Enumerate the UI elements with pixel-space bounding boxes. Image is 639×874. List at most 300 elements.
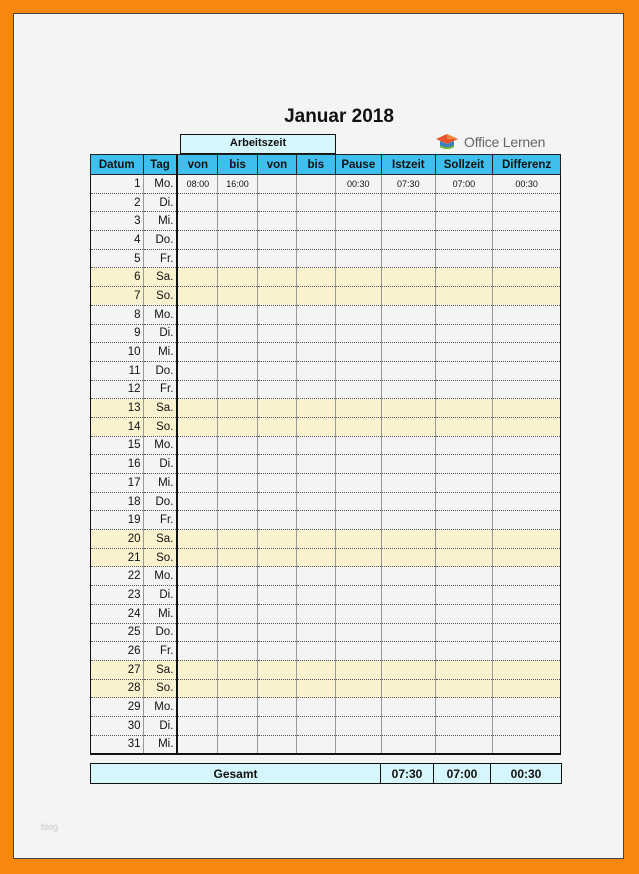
cell-bis-1[interactable] — [218, 735, 257, 754]
col-bis-1: bis — [218, 155, 257, 175]
cell-von-2[interactable] — [257, 212, 296, 231]
cell-sollzeit — [435, 268, 493, 287]
cell-sollzeit — [435, 698, 493, 717]
cell-datum: 10 — [91, 343, 144, 362]
cell-bis-1[interactable] — [218, 287, 257, 306]
cell-datum: 26 — [91, 642, 144, 661]
cell-bis-1[interactable] — [218, 455, 257, 474]
cell-istzeit — [382, 511, 436, 530]
cell-pause[interactable] — [335, 642, 381, 661]
cell-von-2[interactable] — [257, 698, 296, 717]
cell-von-2[interactable] — [257, 287, 296, 306]
cell-bis-1[interactable] — [218, 698, 257, 717]
cell-differenz — [493, 530, 561, 549]
cell-von-1[interactable] — [177, 380, 217, 399]
cell-von-1[interactable] — [177, 735, 217, 754]
cell-differenz — [493, 623, 561, 642]
cell-pause[interactable] — [335, 193, 381, 212]
cell-bis-2[interactable] — [297, 698, 335, 717]
cell-von-1[interactable] — [177, 567, 217, 586]
cell-von-1[interactable] — [177, 530, 217, 549]
cell-tag: Fr. — [143, 511, 177, 530]
cell-bis-1[interactable] — [218, 567, 257, 586]
cell-pause[interactable] — [335, 679, 381, 698]
cell-datum: 8 — [91, 305, 144, 324]
cell-bis-1[interactable] — [218, 474, 257, 493]
watermark: blog — [41, 822, 59, 832]
cell-von-1[interactable] — [177, 455, 217, 474]
cell-datum: 12 — [91, 380, 144, 399]
cell-datum: 24 — [91, 604, 144, 623]
table-row — [91, 175, 561, 194]
cell-istzeit — [382, 660, 436, 679]
cell-datum: 13 — [91, 399, 144, 418]
cell-von-1[interactable] — [177, 436, 217, 455]
cell-datum: 9 — [91, 324, 144, 343]
cell-bis-2[interactable] — [297, 287, 335, 306]
table-row — [91, 660, 561, 679]
cell-von-2[interactable] — [257, 455, 296, 474]
cell-pause[interactable] — [335, 511, 381, 530]
cell-pause[interactable] — [335, 567, 381, 586]
cell-von-2[interactable] — [257, 305, 296, 324]
cell-differenz — [493, 679, 561, 698]
cell-pause[interactable] — [335, 287, 381, 306]
cell-pause[interactable]: 00:30 — [335, 175, 381, 194]
cell-datum: 5 — [91, 249, 144, 268]
cell-istzeit — [382, 305, 436, 324]
cell-pause[interactable] — [335, 530, 381, 549]
table-divider — [90, 754, 561, 757]
cell-von-2[interactable] — [257, 343, 296, 362]
cell-sollzeit — [435, 492, 493, 511]
cell-von-1[interactable] — [177, 623, 217, 642]
cell-pause[interactable] — [335, 548, 381, 567]
cell-pause[interactable] — [335, 305, 381, 324]
table-row — [91, 305, 561, 324]
cell-bis-1[interactable] — [218, 511, 257, 530]
cell-von-2[interactable] — [257, 474, 296, 493]
page-frame — [13, 13, 624, 859]
cell-differenz — [493, 305, 561, 324]
table-row — [91, 604, 561, 623]
cell-sollzeit — [435, 567, 493, 586]
arbeitszeit-group-header: Arbeitszeit — [180, 134, 336, 154]
cell-bis-2[interactable] — [297, 623, 335, 642]
cell-differenz — [493, 698, 561, 717]
cell-tag: So. — [143, 417, 177, 436]
cell-istzeit — [382, 474, 436, 493]
cell-von-2[interactable] — [257, 642, 296, 661]
cell-von-1[interactable] — [177, 679, 217, 698]
cell-datum: 23 — [91, 586, 144, 605]
cell-bis-2[interactable] — [297, 231, 335, 250]
cell-von-2[interactable] — [257, 586, 296, 605]
table-row — [91, 474, 561, 493]
cell-von-2[interactable] — [257, 660, 296, 679]
cell-tag: Sa. — [143, 399, 177, 418]
cell-von-2[interactable] — [257, 436, 296, 455]
cell-bis-2[interactable] — [297, 417, 335, 436]
cell-bis-2[interactable] — [297, 586, 335, 605]
cell-istzeit — [382, 548, 436, 567]
table-row — [91, 567, 561, 586]
cell-differenz — [493, 324, 561, 343]
cell-von-2[interactable] — [257, 268, 296, 287]
total-sollzeit: 07:00 — [434, 764, 491, 784]
cell-von-1[interactable] — [177, 417, 217, 436]
cell-sollzeit — [435, 455, 493, 474]
cell-bis-1[interactable] — [218, 417, 257, 436]
cell-von-1[interactable] — [177, 660, 217, 679]
cell-pause[interactable] — [335, 586, 381, 605]
cell-von-2[interactable] — [257, 249, 296, 268]
cell-bis-1[interactable] — [218, 268, 257, 287]
cell-pause[interactable] — [335, 735, 381, 754]
cell-pause[interactable] — [335, 324, 381, 343]
cell-bis-1[interactable] — [218, 642, 257, 661]
cell-bis-1[interactable] — [218, 436, 257, 455]
cell-datum: 14 — [91, 417, 144, 436]
cell-pause[interactable] — [335, 455, 381, 474]
cell-pause[interactable] — [335, 716, 381, 735]
cell-bis-2[interactable] — [297, 567, 335, 586]
cell-sollzeit — [435, 716, 493, 735]
cell-von-1[interactable] — [177, 492, 217, 511]
col-von-2: von — [257, 155, 296, 175]
cell-von-1[interactable] — [177, 287, 217, 306]
cell-von-1[interactable] — [177, 305, 217, 324]
table-row — [91, 586, 561, 605]
cell-differenz — [493, 343, 561, 362]
col-von-1: von — [177, 155, 217, 175]
cell-bis-1[interactable] — [218, 305, 257, 324]
table-row — [91, 268, 561, 287]
cell-tag: Mo. — [143, 436, 177, 455]
cell-datum: 15 — [91, 436, 144, 455]
cell-bis-1[interactable] — [218, 660, 257, 679]
cell-von-1[interactable] — [177, 324, 217, 343]
cell-von-2[interactable] — [257, 492, 296, 511]
cell-differenz — [493, 436, 561, 455]
cell-differenz — [493, 287, 561, 306]
cell-differenz — [493, 716, 561, 735]
cell-von-2[interactable] — [257, 530, 296, 549]
cell-differenz — [493, 249, 561, 268]
cell-istzeit — [382, 604, 436, 623]
cell-bis-2[interactable] — [297, 548, 335, 567]
cell-bis-1[interactable] — [218, 604, 257, 623]
cell-bis-2[interactable] — [297, 361, 335, 380]
table-row — [91, 212, 561, 231]
cell-bis-2[interactable] — [297, 642, 335, 661]
cell-pause[interactable] — [335, 380, 381, 399]
cell-von-1[interactable] — [177, 511, 217, 530]
cell-sollzeit — [435, 417, 493, 436]
cell-tag: Do. — [143, 361, 177, 380]
cell-pause[interactable] — [335, 623, 381, 642]
cell-sollzeit — [435, 305, 493, 324]
cell-bis-2[interactable] — [297, 455, 335, 474]
cell-bis-1[interactable] — [218, 530, 257, 549]
cell-von-2[interactable] — [257, 417, 296, 436]
cell-von-1[interactable] — [177, 268, 217, 287]
cell-tag: Mo. — [143, 698, 177, 717]
cell-bis-2[interactable] — [297, 716, 335, 735]
cell-differenz — [493, 474, 561, 493]
cell-tag: Fr. — [143, 380, 177, 399]
cell-datum: 6 — [91, 268, 144, 287]
cell-differenz — [493, 399, 561, 418]
cell-bis-2[interactable] — [297, 474, 335, 493]
cell-bis-1[interactable] — [218, 586, 257, 605]
cell-von-1[interactable] — [177, 474, 217, 493]
cell-bis-2[interactable] — [297, 305, 335, 324]
cell-bis-2[interactable] — [297, 343, 335, 362]
cell-bis-1[interactable] — [218, 231, 257, 250]
table-row — [91, 417, 561, 436]
cell-bis-2[interactable] — [297, 530, 335, 549]
cell-pause[interactable] — [335, 343, 381, 362]
cell-pause[interactable] — [335, 436, 381, 455]
cell-pause[interactable] — [335, 399, 381, 418]
cell-bis-2[interactable] — [297, 604, 335, 623]
cell-von-1[interactable] — [177, 212, 217, 231]
cell-von-2[interactable] — [257, 548, 296, 567]
cell-differenz — [493, 268, 561, 287]
cell-von-1[interactable]: 08:00 — [177, 175, 217, 194]
cell-datum: 19 — [91, 511, 144, 530]
cell-differenz — [493, 548, 561, 567]
cell-sollzeit — [435, 735, 493, 754]
cell-sollzeit — [435, 343, 493, 362]
col-bis-2: bis — [297, 155, 335, 175]
cell-von-1[interactable] — [177, 642, 217, 661]
cell-bis-1[interactable] — [218, 548, 257, 567]
cell-bis-2[interactable] — [297, 679, 335, 698]
cell-istzeit — [382, 436, 436, 455]
cell-bis-2[interactable] — [297, 511, 335, 530]
cell-pause[interactable] — [335, 361, 381, 380]
cell-bis-2[interactable] — [297, 268, 335, 287]
cell-pause[interactable] — [335, 212, 381, 231]
cell-von-2[interactable] — [257, 324, 296, 343]
cell-tag: Di. — [143, 716, 177, 735]
cell-pause[interactable] — [335, 231, 381, 250]
cell-datum: 17 — [91, 474, 144, 493]
cell-von-1[interactable] — [177, 586, 217, 605]
cell-von-1[interactable] — [177, 361, 217, 380]
cell-von-2[interactable] — [257, 716, 296, 735]
cell-differenz — [493, 212, 561, 231]
cell-von-1[interactable] — [177, 399, 217, 418]
cell-differenz — [493, 193, 561, 212]
cell-tag: Do. — [143, 231, 177, 250]
cell-von-1[interactable] — [177, 716, 217, 735]
cell-sollzeit — [435, 212, 493, 231]
cell-istzeit — [382, 343, 436, 362]
col-datum: Datum — [91, 155, 144, 175]
total-differenz: 00:30 — [491, 764, 562, 784]
cell-bis-2[interactable] — [297, 660, 335, 679]
cell-datum: 11 — [91, 361, 144, 380]
cell-tag: Mi. — [143, 343, 177, 362]
cell-von-1[interactable] — [177, 231, 217, 250]
cell-tag: Mi. — [143, 604, 177, 623]
cell-datum: 30 — [91, 716, 144, 735]
cell-bis-2[interactable] — [297, 212, 335, 231]
cell-differenz — [493, 660, 561, 679]
table-row — [91, 455, 561, 474]
cell-von-1[interactable] — [177, 698, 217, 717]
cell-pause[interactable] — [335, 417, 381, 436]
cell-pause[interactable] — [335, 492, 381, 511]
cell-von-2[interactable] — [257, 679, 296, 698]
table-row — [91, 642, 561, 661]
table-row — [91, 193, 561, 212]
cell-sollzeit — [435, 586, 493, 605]
table-row — [91, 623, 561, 642]
col-pause: Pause — [335, 155, 381, 175]
graduation-cap-icon — [435, 132, 459, 152]
cell-sollzeit — [435, 324, 493, 343]
cell-differenz — [493, 380, 561, 399]
cell-tag: So. — [143, 679, 177, 698]
cell-bis-2[interactable] — [297, 399, 335, 418]
cell-von-1[interactable] — [177, 343, 217, 362]
page-title: Januar 2018 — [284, 106, 394, 127]
cell-von-2[interactable] — [257, 399, 296, 418]
cell-pause[interactable] — [335, 604, 381, 623]
cell-datum: 3 — [91, 212, 144, 231]
cell-bis-1[interactable]: 16:00 — [218, 175, 257, 194]
cell-von-2[interactable] — [257, 567, 296, 586]
cell-datum: 2 — [91, 193, 144, 212]
table-row — [91, 735, 561, 754]
cell-datum: 21 — [91, 548, 144, 567]
cell-differenz — [493, 567, 561, 586]
cell-pause[interactable] — [335, 660, 381, 679]
col-istzeit: Istzeit — [382, 155, 436, 175]
cell-sollzeit: 07:00 — [435, 175, 493, 194]
cell-sollzeit — [435, 511, 493, 530]
cell-bis-1[interactable] — [218, 399, 257, 418]
cell-bis-1[interactable] — [218, 716, 257, 735]
cell-bis-2[interactable] — [297, 735, 335, 754]
cell-tag: Mi. — [143, 474, 177, 493]
cell-von-2[interactable] — [257, 735, 296, 754]
cell-von-2[interactable] — [257, 175, 296, 194]
timesheet-table — [90, 154, 561, 754]
cell-bis-1[interactable] — [218, 679, 257, 698]
cell-tag: Mo. — [143, 567, 177, 586]
table-row — [91, 679, 561, 698]
table-row — [91, 287, 561, 306]
cell-bis-2[interactable] — [297, 492, 335, 511]
cell-bis-2[interactable] — [297, 436, 335, 455]
table-body — [91, 175, 561, 754]
cell-von-1[interactable] — [177, 604, 217, 623]
cell-bis-2[interactable] — [297, 324, 335, 343]
cell-istzeit — [382, 455, 436, 474]
total-istzeit: 07:30 — [381, 764, 434, 784]
cell-datum: 20 — [91, 530, 144, 549]
cell-bis-2[interactable] — [297, 249, 335, 268]
table-row — [91, 530, 561, 549]
cell-pause[interactable] — [335, 268, 381, 287]
table-row — [91, 436, 561, 455]
cell-tag: Sa. — [143, 660, 177, 679]
cell-pause[interactable] — [335, 698, 381, 717]
col-differenz: Differenz — [493, 155, 561, 175]
cell-von-1[interactable] — [177, 249, 217, 268]
cell-istzeit: 07:30 — [382, 175, 436, 194]
cell-istzeit — [382, 642, 436, 661]
table-row — [91, 716, 561, 735]
cell-datum: 22 — [91, 567, 144, 586]
cell-von-2[interactable] — [257, 193, 296, 212]
table-row — [91, 698, 561, 717]
cell-von-2[interactable] — [257, 380, 296, 399]
header-row — [91, 155, 561, 175]
cell-tag: Sa. — [143, 268, 177, 287]
cell-istzeit — [382, 249, 436, 268]
cell-bis-1[interactable] — [218, 193, 257, 212]
cell-bis-1[interactable] — [218, 324, 257, 343]
cell-von-1[interactable] — [177, 193, 217, 212]
cell-pause[interactable] — [335, 474, 381, 493]
table-row — [91, 249, 561, 268]
cell-von-2[interactable] — [257, 623, 296, 642]
cell-datum: 28 — [91, 679, 144, 698]
cell-tag: Fr. — [143, 642, 177, 661]
cell-tag: Mi. — [143, 212, 177, 231]
table-row — [91, 343, 561, 362]
cell-bis-1[interactable] — [218, 492, 257, 511]
cell-differenz — [493, 361, 561, 380]
cell-tag: Di. — [143, 455, 177, 474]
cell-istzeit — [382, 716, 436, 735]
cell-von-1[interactable] — [177, 548, 217, 567]
cell-bis-1[interactable] — [218, 623, 257, 642]
cell-bis-2[interactable] — [297, 380, 335, 399]
cell-bis-1[interactable] — [218, 249, 257, 268]
table-row — [91, 399, 561, 418]
cell-von-2[interactable] — [257, 511, 296, 530]
cell-sollzeit — [435, 604, 493, 623]
cell-bis-1[interactable] — [218, 343, 257, 362]
cell-von-2[interactable] — [257, 604, 296, 623]
cell-von-2[interactable] — [257, 231, 296, 250]
cell-sollzeit — [435, 548, 493, 567]
table-row — [91, 380, 561, 399]
cell-sollzeit — [435, 642, 493, 661]
cell-von-2[interactable] — [257, 361, 296, 380]
cell-pause[interactable] — [335, 249, 381, 268]
cell-bis-2[interactable] — [297, 175, 335, 194]
cell-bis-1[interactable] — [218, 380, 257, 399]
cell-istzeit — [382, 287, 436, 306]
cell-differenz — [493, 511, 561, 530]
cell-bis-1[interactable] — [218, 361, 257, 380]
cell-istzeit — [382, 399, 436, 418]
cell-differenz: 00:30 — [493, 175, 561, 194]
cell-tag: Fr. — [143, 249, 177, 268]
cell-istzeit — [382, 380, 436, 399]
cell-bis-2[interactable] — [297, 193, 335, 212]
cell-bis-1[interactable] — [218, 212, 257, 231]
cell-tag: Do. — [143, 492, 177, 511]
